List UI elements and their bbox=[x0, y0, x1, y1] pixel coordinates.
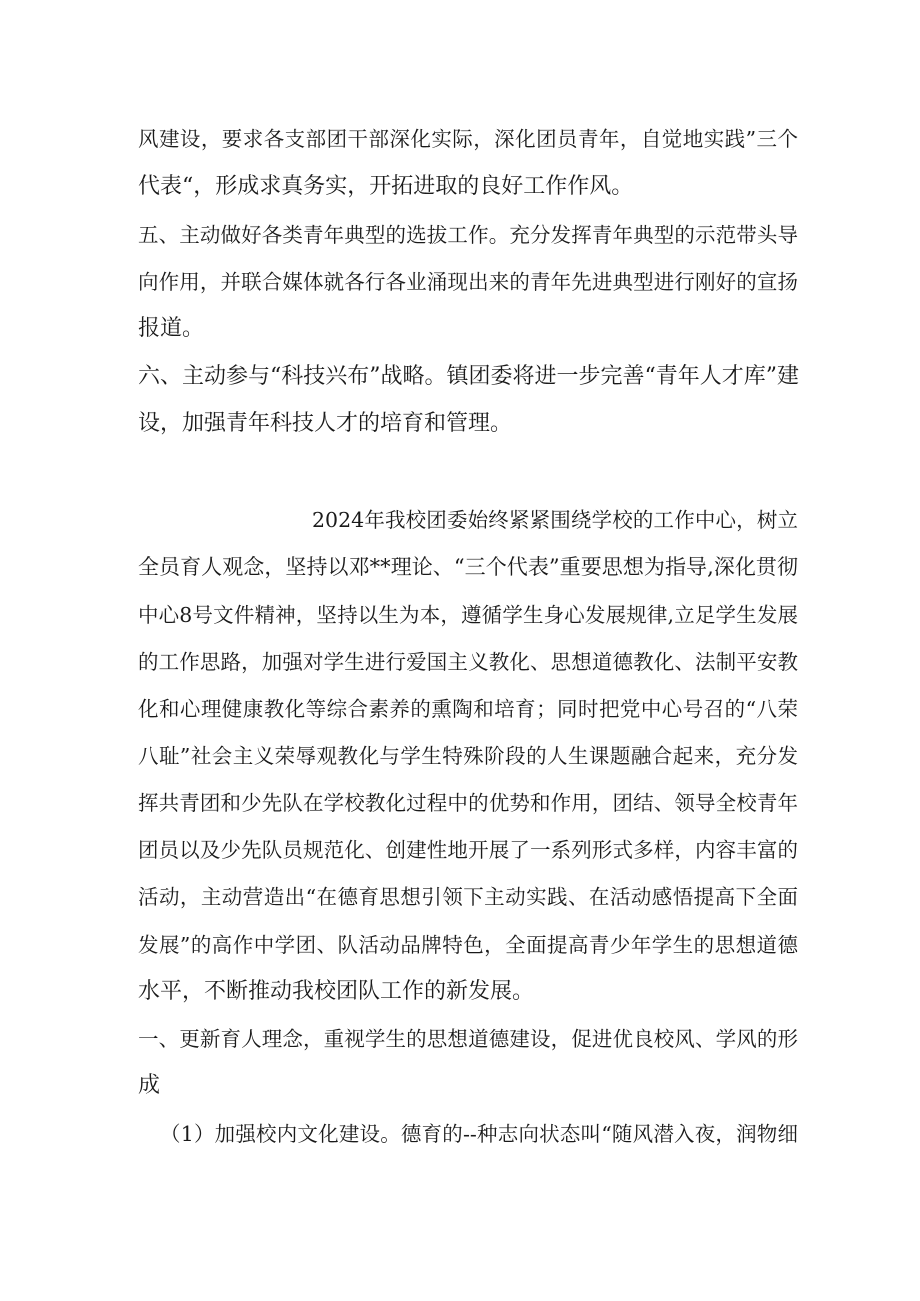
text-line: 代表“，形成求真务实，开拓进取的良好工作作风。 bbox=[138, 174, 634, 199]
text-line: 的工作思路，加强对学生进行爱国主义教化、思想道德教化、法制平安教 bbox=[138, 650, 798, 674]
text-line: 八耻”社会主义荣辱观教化与学生特殊阶段的人生课题融合起来，充分发 bbox=[138, 744, 798, 768]
text-line: 设，加强青年科技人才的培育和管理。 bbox=[138, 411, 513, 436]
text-line: 一、更新育人理念，重视学生的思想道德建设，促进优良校风、学风的形 bbox=[138, 1027, 798, 1051]
text-line: 成 bbox=[138, 1073, 161, 1098]
text-line: 风建设，要求各支部团干部深化实际，深化团员青年，自觉地实践”三个 bbox=[138, 127, 798, 151]
text-line: 挥共青团和少先队在学校教化过程中的优势和作用，团结、领导全校青年 bbox=[138, 791, 798, 815]
text-line: 全员育人观念，坚持以邓**理论、“三个代表”重要思想为指导,深化贯彻 bbox=[138, 555, 798, 579]
text-line: 2024年我校团委始终紧紧围绕学校的工作中心，树立 bbox=[312, 508, 798, 532]
text-line: 五、主动做好各类青年典型的选拔工作。充分发挥青年典型的示范带头导 bbox=[138, 223, 798, 247]
text-line: 向作用，并联合媒体就各行各业涌现出来的青年先进典型进行刚好的宣扬 bbox=[138, 270, 798, 294]
text-line: 团员以及少先队员规范化、创建性地开展了一系列形式多样，内容丰富的 bbox=[138, 838, 798, 862]
text-line: 水平，不断推动我校团队工作的新发展。 bbox=[138, 979, 535, 1004]
text-line: 发展”的高作中学团、队活动品牌特色，全面提高青少年学生的思想道德 bbox=[138, 933, 798, 957]
text-line: 报道。 bbox=[138, 316, 205, 341]
text-line: 化和心理健康教化等综合素养的熏陶和培育；同时把党中心号召的“八荣 bbox=[138, 697, 798, 721]
text-line: 六、主动参与“科技兴布”战略。镇团委将进一步完善“青年人才库”建 bbox=[138, 364, 799, 389]
text-line: 中心8号文件精神，坚持以生为本，遵循学生身心发展规律,立足学生发展 bbox=[138, 603, 798, 627]
text-line: 活动，主动营造出“在德育思想引领下主动实践、在活动感悟提高下全面 bbox=[138, 885, 798, 909]
text-line: （1）加强校内文化建设。德育的--种志向状态叫“随风潜入夜，润物细 bbox=[160, 1122, 798, 1146]
